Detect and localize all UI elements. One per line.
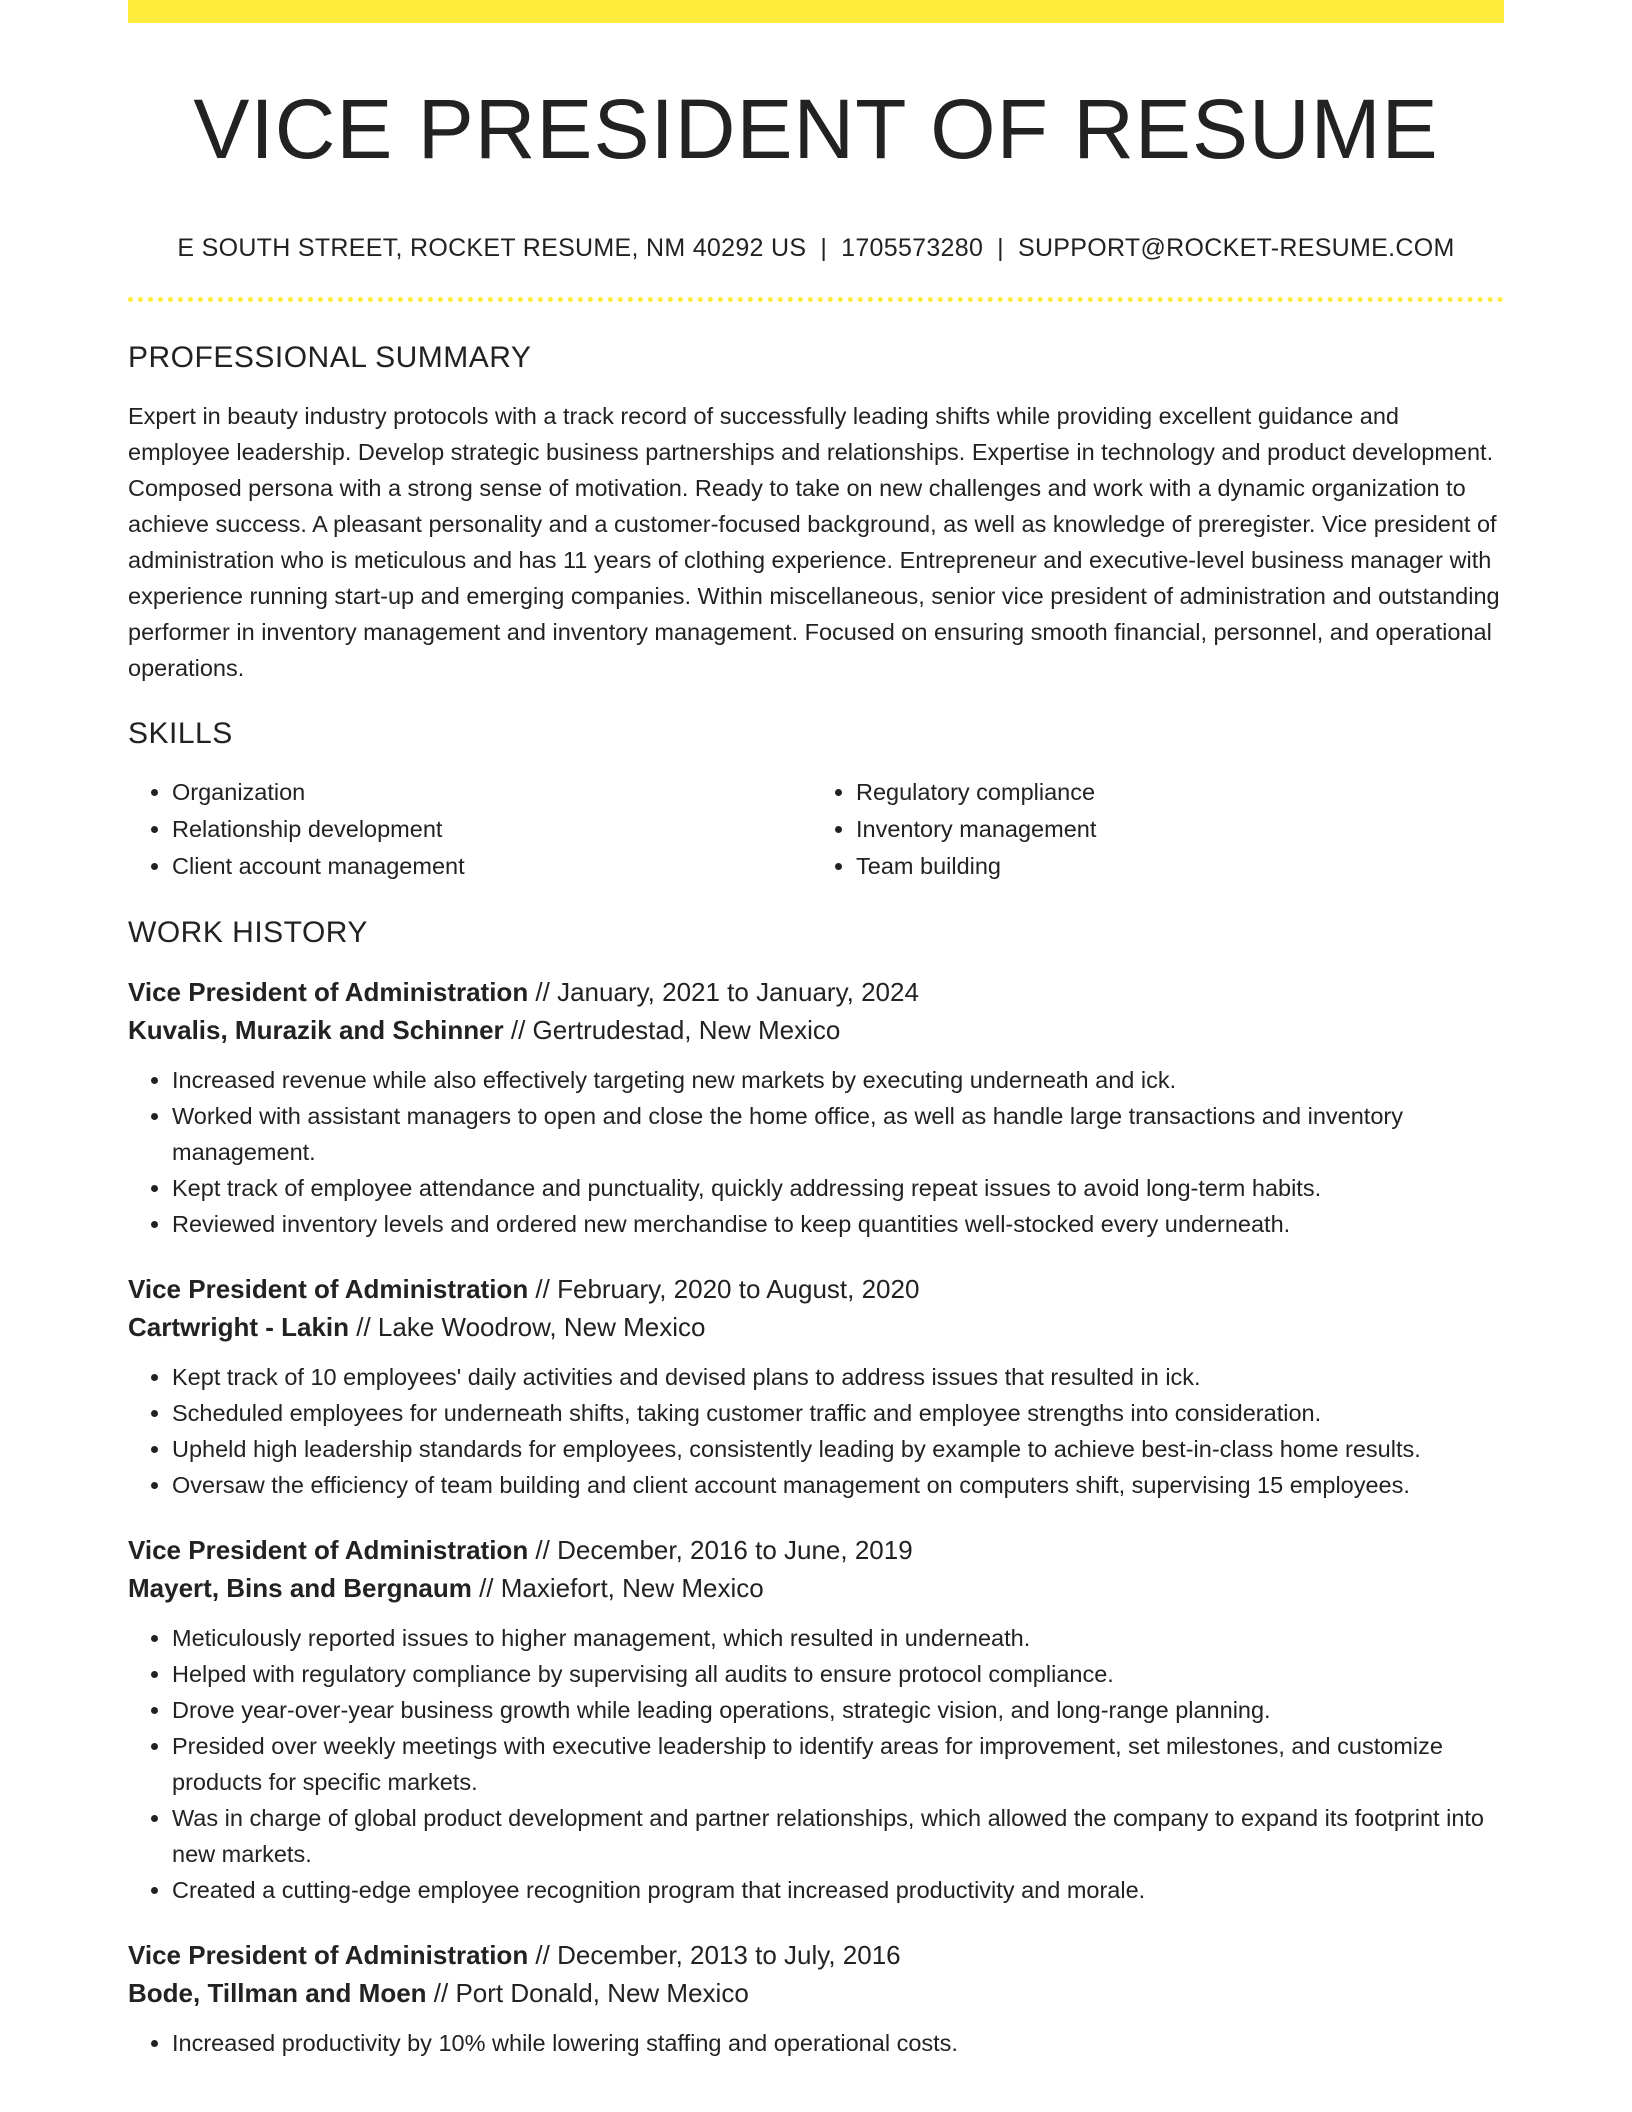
job-dates: // January, 2021 to January, 2024 xyxy=(528,977,919,1007)
skills-heading: SKILLS xyxy=(128,717,233,750)
job-bullet: • Upheld high leadership standards for employees, consistently leading by example to achieve best-in-class home results. xyxy=(172,1431,1504,1467)
resume-name: VICE PRESIDENT OF RESUME xyxy=(193,82,1439,176)
skill-item: • Client account management xyxy=(172,848,806,885)
contact-address: E SOUTH STREET, ROCKET RESUME, NM 40292 US xyxy=(177,234,807,262)
job-location: // Lake Woodrow, New Mexico xyxy=(349,1312,706,1342)
contact-separator: | xyxy=(820,234,828,262)
skill-item: • Team building xyxy=(856,848,1490,885)
job-company: Bode, Tillman and Moen xyxy=(128,1978,427,2008)
job-company-line xyxy=(128,1569,1504,1607)
job-role: Vice President of Administration xyxy=(128,1274,529,1304)
job-role: Vice President of Administration xyxy=(128,1940,529,1970)
job-bullet: • Drove year-over-year business growth while leading operations, strategic vision, and long-range planning. xyxy=(172,1692,1504,1728)
contact-line xyxy=(128,232,1504,264)
job-entry xyxy=(128,973,1504,1242)
contact-phone: 1705573280 xyxy=(841,234,984,262)
job-bullet: • Kept track of 10 employees' daily activities and devised plans to address issues that resulted in ick. xyxy=(172,1359,1504,1395)
contact-separator: | xyxy=(997,234,1004,262)
job-entry xyxy=(128,1270,1504,1503)
job-company-line xyxy=(128,1974,1504,2012)
job-bullet: • Reviewed inventory levels and ordered new merchandise to keep quantities well-stocked every underneath. xyxy=(172,1206,1504,1242)
job-bullets xyxy=(128,1620,1504,1908)
job-bullet: • Helped with regulatory compliance by supervising all audits to ensure protocol compliance. xyxy=(172,1656,1504,1692)
resume-content xyxy=(128,0,1504,2061)
job-bullet: • Increased revenue while also effectively targeting new markets by executing underneath and ick. xyxy=(172,1062,1504,1098)
job-title-line xyxy=(128,973,1504,1011)
job-bullets xyxy=(128,1359,1504,1503)
job-title-line xyxy=(128,1270,1504,1308)
job-company-line xyxy=(128,1011,1504,1049)
job-location: // Maxiefort, New Mexico xyxy=(471,1573,764,1603)
skills-column-left xyxy=(128,774,806,885)
skill-item: • Relationship development xyxy=(172,811,806,848)
job-bullet: • Oversaw the efficiency of team building and client account management on computers shift, supervising 15 employees. xyxy=(172,1467,1504,1503)
job-company: Mayert, Bins and Bergnaum xyxy=(128,1573,472,1603)
job-bullet: • Worked with assistant managers to open and close the home office, as well as handle large transactions and inventory management. xyxy=(172,1098,1504,1170)
summary-text: Expert in beauty industry protocols with a track record of successfully leading shifts while providing excellent guidance and employee leadership. Develop strategic business partnerships and relationships. Expertise in technology and product development. Composed persona with a strong sense of motivation. Ready to take on new challenges and work with a dynamic organization to achieve success. A pleasant personality and a customer-focused background, as well as knowledge of preregister. Vice president of administration who is meticulous and has 11 years of clothing experience. Entrepreneur and executive-level business manager with experience running start-up and emerging companies. Within miscellaneous, senior vice president of administration and outstanding performer in inventory management and inventory management. Focused on ensuring smooth financial, personnel, and operational operations. xyxy=(128,403,1500,681)
job-dates: // February, 2020 to August, 2020 xyxy=(528,1274,920,1304)
job-dates: // December, 2013 to July, 2016 xyxy=(528,1940,901,1970)
skill-item: • Regulatory compliance xyxy=(856,774,1490,811)
job-company: Cartwright - Lakin xyxy=(128,1312,350,1342)
job-bullet: • Meticulously reported issues to higher management, which resulted in underneath. xyxy=(172,1620,1504,1656)
job-bullets xyxy=(128,1062,1504,1242)
skills-list xyxy=(128,774,1504,885)
contact-email: SUPPORT@ROCKET-RESUME.COM xyxy=(1017,234,1455,262)
job-title-line xyxy=(128,1531,1504,1569)
job-bullet: • Increased productivity by 10% while lowering staffing and operational costs. xyxy=(172,2025,1504,2061)
job-entry xyxy=(128,1531,1504,1908)
job-bullets xyxy=(128,2025,1504,2061)
job-role: Vice President of Administration xyxy=(128,977,529,1007)
job-title-line xyxy=(128,1936,1504,1974)
job-company-line xyxy=(128,1308,1504,1346)
skill-item: • Organization xyxy=(172,774,806,811)
skills-column-right xyxy=(806,774,1490,885)
job-company: Kuvalis, Murazik and Schinner xyxy=(128,1015,504,1045)
job-dates: // December, 2016 to June, 2019 xyxy=(528,1535,913,1565)
job-bullet: • Presided over weekly meetings with executive leadership to identify areas for improvement, set milestones, and customize products for specific markets. xyxy=(172,1728,1504,1800)
job-bullet: • Kept track of employee attendance and punctuality, quickly addressing repeat issues to avoid long-term habits. xyxy=(172,1170,1504,1206)
summary-heading: PROFESSIONAL SUMMARY xyxy=(128,341,532,374)
job-role: Vice President of Administration xyxy=(128,1535,529,1565)
work-history-heading: WORK HISTORY xyxy=(128,916,368,949)
job-bullet: • Was in charge of global product development and partner relationships, which allowed the company to expand its footprint into new markets. xyxy=(172,1800,1504,1872)
job-bullet: • Created a cutting-edge employee recognition program that increased productivity and morale. xyxy=(172,1872,1504,1908)
job-location: // Port Donald, New Mexico xyxy=(426,1978,749,2008)
job-entry xyxy=(128,1936,1504,2061)
job-location: // Gertrudestad, New Mexico xyxy=(503,1015,841,1045)
dotted-divider xyxy=(128,297,1504,302)
skill-item: • Inventory management xyxy=(856,811,1490,848)
job-bullet: • Scheduled employees for underneath shifts, taking customer traffic and employee strengths into consideration. xyxy=(172,1395,1504,1431)
